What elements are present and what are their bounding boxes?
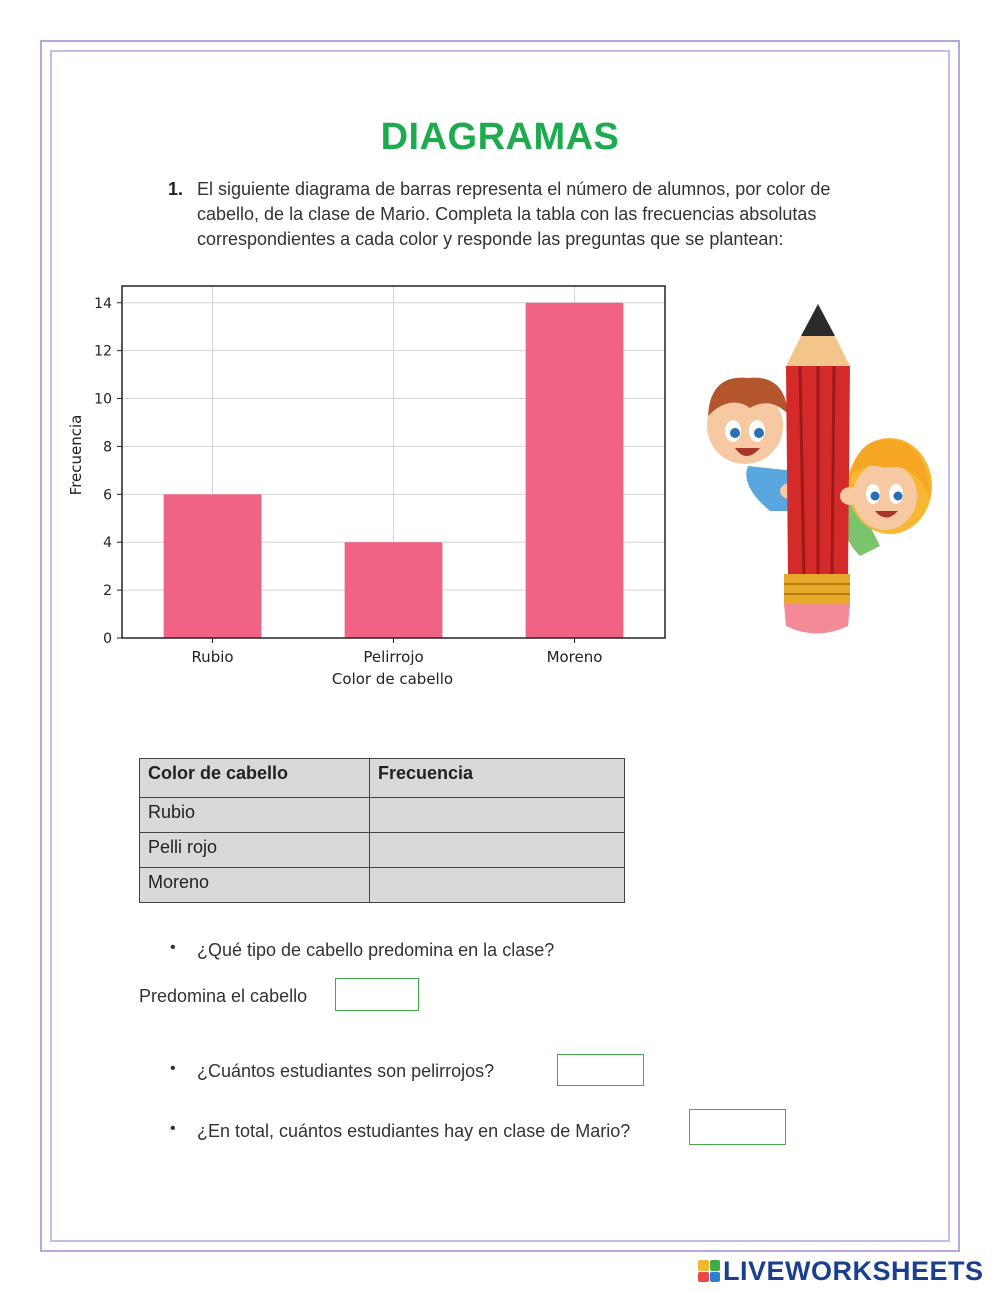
total-students-answer-box[interactable] xyxy=(689,1109,786,1145)
kids-pencil-illustration xyxy=(700,296,940,646)
table-cell-frequency-input[interactable] xyxy=(370,833,625,868)
answer-label: Predomina el cabello xyxy=(139,986,308,1006)
bar-rubio xyxy=(164,494,262,638)
y-tick-label: 2 xyxy=(103,583,112,600)
question-text: ¿Qué tipo de cabello predomina en la clase? xyxy=(197,940,555,960)
y-tick-label: 4 xyxy=(103,535,112,552)
brand-logo-icon xyxy=(698,1260,720,1282)
pencil-figure xyxy=(784,304,850,634)
table-row xyxy=(140,798,625,833)
bar-pelirrojo xyxy=(345,542,443,638)
bar-moreno xyxy=(526,303,624,638)
brand-liveworksheets xyxy=(698,1254,984,1288)
table-cell-color: Pelli rojo xyxy=(140,833,370,868)
table-cell-frequency-input[interactable] xyxy=(370,798,625,833)
table-cell-frequency-input[interactable] xyxy=(370,868,625,903)
question-text: ¿Cuántos estudiantes son pelirrojos? xyxy=(197,1061,495,1081)
table-row xyxy=(140,833,625,868)
question-number: 1. xyxy=(168,179,184,199)
y-tick-label: 12 xyxy=(94,343,112,360)
predominant-hair-answer-box[interactable] xyxy=(335,978,419,1011)
table-row xyxy=(140,868,625,903)
bar-chart xyxy=(62,280,672,700)
x-axis-label: Color de cabello xyxy=(331,670,454,688)
table-header-row xyxy=(140,759,625,798)
table-header-frequency: Frecuencia xyxy=(370,759,625,798)
y-axis-label: Frecuencia xyxy=(67,414,85,496)
x-tick-label: Rubio xyxy=(191,648,234,666)
page-title: DIAGRAMAS xyxy=(380,116,620,158)
y-tick-label: 14 xyxy=(94,295,112,312)
x-tick-label: Pelirrojo xyxy=(363,648,424,666)
brand-name: LIVEWORKSHEETS xyxy=(723,1255,984,1286)
frequency-table xyxy=(139,758,625,903)
question-text: El siguiente diagrama de barras representa el número de alumnos, por color de cabello, de la clase de Mario. Completa la tabla con las frecuencias absolutas correspondientes a cada color y responde las preguntas que se plantean: xyxy=(197,179,831,249)
x-tick-label: Moreno xyxy=(546,648,603,666)
y-tick-label: 10 xyxy=(94,391,112,408)
redheads-answer-box[interactable] xyxy=(557,1054,644,1086)
bar-chart-svg xyxy=(62,280,672,695)
girl-hand xyxy=(840,487,860,505)
boy-figure xyxy=(707,378,800,511)
question-text: ¿En total, cuántos estudiantes hay en clase de Mario? xyxy=(197,1121,631,1141)
table-header-color: Color de cabello xyxy=(140,759,370,798)
y-tick-label: 8 xyxy=(103,439,112,456)
table-cell-color: Rubio xyxy=(140,798,370,833)
table-cell-color: Moreno xyxy=(140,868,370,903)
y-tick-label: 6 xyxy=(103,487,112,504)
y-tick-label: 0 xyxy=(103,631,112,647)
